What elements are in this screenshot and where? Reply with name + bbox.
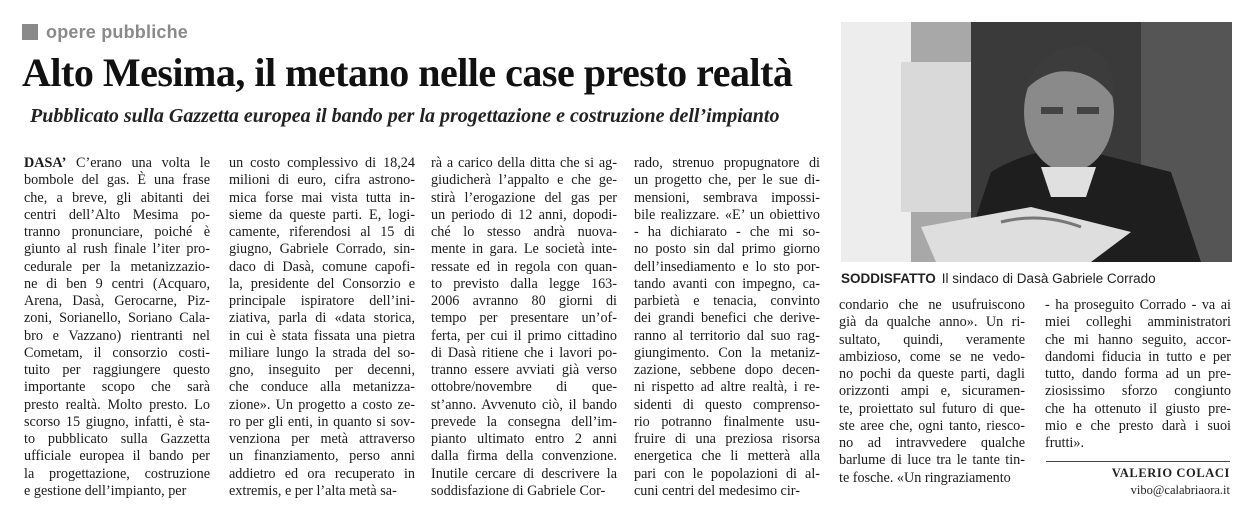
article-line: zazione, sebbene dopo decen- — [634, 362, 820, 378]
article-line: ressate ed in regola con quan- — [431, 258, 617, 275]
article-line: principale ispiratore dell’ini- — [229, 293, 415, 309]
article-line: mio e che presto darà i suoi — [1045, 417, 1231, 434]
article-line: tranno pronunciare, poiché è — [24, 224, 210, 240]
article-line: te fosche. «Un ringraziamento — [839, 469, 1011, 486]
article-line: Inutile cercare di descrivere la — [431, 465, 617, 482]
article-column-6 — [1045, 297, 1231, 452]
section-tag — [22, 20, 188, 44]
article-line: prevede la consegna dell’im- — [431, 413, 617, 430]
article-line: addietro ed ora recuperato in — [229, 465, 415, 482]
article-line: ché lo stesso andrà nuova- — [431, 224, 617, 240]
article-line: dell’insediamento e lo sto por- — [634, 258, 820, 275]
article-line: to previsto dalla legge 163- — [431, 275, 617, 292]
article-line: Cometam, il consorzio costi- — [24, 344, 210, 361]
article-line: soddisfazione di Gabriele Cor- — [431, 482, 606, 499]
article-line: sultato, quindi, veramente — [839, 331, 1025, 348]
article-line: tranno essere avviati già verso — [431, 362, 617, 378]
article-line: no posto sin dal primo giorno — [634, 241, 820, 258]
article-line: Arena, Dasà, Gerocarne, Piz- — [24, 293, 210, 309]
article-line: daco di Dasà, comune capofi- — [229, 258, 415, 275]
article-line: ne di ben 9 centri (Acquaro, — [24, 275, 210, 292]
article-line: di Dasà ritiene che i lavori po- — [431, 344, 617, 361]
article-line: che ha ottenuto il giusto pre- — [1045, 400, 1231, 417]
subheadline: Pubblicato sulla Gazzetta europea il bando per la progettazione e costruzione dell’impianto — [30, 105, 780, 127]
article-line: zione». Un progetto a costo ze- — [229, 396, 415, 413]
article-line: to pubblicato sulla Gazzetta — [24, 431, 210, 447]
article-line: pianto ultimato entro 2 anni — [431, 431, 617, 447]
article-line: ranno al territorio dal suo rag- — [634, 327, 820, 344]
article-line: gno, inseguito per decenni, — [229, 362, 415, 378]
article-column-5 — [839, 297, 1025, 487]
article-line: energetica che li metterà alla — [634, 448, 820, 465]
article-line: tutto, dando forma ad un pre- — [1045, 366, 1231, 382]
article-line: giudicherà l’appalto e che ge- — [431, 172, 617, 189]
article-line: che mi hanno seguito, accor- — [1045, 331, 1231, 348]
article-line: dandomi fiducia in tutto e per — [1045, 348, 1231, 365]
section-label: opere pubbliche — [46, 21, 189, 42]
article-line: centri dell’Alto Mesima po- — [24, 206, 210, 223]
article-line: - ha proseguito Corrado - va ai — [1045, 297, 1231, 313]
article-column-3 — [431, 155, 617, 500]
article-line: già da qualche anno». Un ri- — [839, 314, 1025, 331]
article-line: parbietà e tenacia, convinto — [634, 293, 820, 309]
article-line-text: C’erano una volta le — [66, 155, 210, 171]
article-line: cuni centri del medesimo cir- — [634, 482, 800, 499]
caption-lead: SODDISFATTO — [841, 271, 936, 286]
article-line: barlume di luce tra le tante tin- — [839, 452, 1025, 469]
article-line: presto realtà. Molto presto. Lo — [24, 396, 210, 413]
article-line: ambizioso, come se ne vedo- — [839, 348, 1025, 365]
photo-caption — [841, 270, 1232, 288]
article-line: ro per gli enti, in quanto si sov- — [229, 413, 415, 430]
article-line: scorso 15 giugno, infatti, è sta- — [24, 413, 210, 430]
article-line: rado, strenuo propugnatore di — [634, 155, 820, 171]
article-line: giungimento. Con la metaniz- — [634, 344, 820, 361]
article-line: ufficiale europea il bando per — [24, 448, 210, 465]
article-line: un costo complessivo di 18,24 — [229, 155, 415, 171]
article-line: bro e Vazzano) rientranti nel — [24, 327, 210, 344]
article-line: tando avanti con impegno, ca- — [634, 275, 820, 292]
article-line: fruire di una preziosa risorsa — [634, 431, 820, 447]
article-line: che conduce alla metanizza- — [229, 379, 415, 396]
article-line: importante scopo che sarà — [24, 379, 210, 396]
article-line: mente in gara. Le società inte- — [431, 241, 617, 258]
article-line: un periodo di 12 anni, dopodi- — [431, 206, 617, 223]
byline-rule — [1046, 461, 1230, 462]
article-line: tempo per presentare un’of- — [431, 310, 617, 327]
article-line: venziona per metà attraverso — [229, 431, 415, 447]
article-line: ziosissimo sforzo congiunto — [1045, 383, 1231, 400]
dateline: DASA’ — [24, 155, 67, 171]
article-column-2 — [229, 155, 415, 500]
article-line: rà a carico della ditta che si ag- — [431, 155, 617, 171]
article-line: bombole del gas. È una frase — [24, 172, 210, 189]
article-line: extremis, e per l’alta metà sa- — [229, 482, 397, 499]
article-line: stirà l’erogazione del gas per — [431, 189, 617, 206]
article-line: orizzonti ampi e, sicuramen- — [839, 383, 1025, 400]
article-line: rio potranno finalmente usu- — [634, 413, 820, 430]
byline-email: vibo@calabriaora.it — [1130, 483, 1230, 497]
article-line: pari con le popolazioni di al- — [634, 465, 820, 482]
article-line: 2006 avranno 80 giorni di — [431, 293, 617, 309]
article-line: un progetto che, per le sue di- — [634, 172, 820, 189]
article-line: - ha dichiarato - che mi so- — [634, 224, 820, 240]
mayor-photo — [841, 22, 1232, 262]
article-line: st’anno. Avvenuto ciò, il bando — [431, 396, 617, 413]
article-line: ottobre/novembre di que- — [431, 379, 617, 396]
article-line: mica forse mai vista tutta in- — [229, 189, 415, 206]
article-line: un finanziamento, perso anni — [229, 448, 415, 465]
article-line: sidenti di questo comprenso- — [634, 396, 820, 413]
section-marker — [22, 24, 38, 40]
caption-text: Il sindaco di Dasà Gabriele Corrado — [941, 271, 1156, 286]
article-line: te, proiettato sul futuro di que- — [839, 400, 1025, 417]
article-line: dalla firma della convenzione. — [431, 448, 617, 465]
article-line: mensioni, sembrava impossi- — [634, 189, 820, 206]
byline-name: VALERIO COLACI — [1111, 466, 1230, 480]
article-line: che, a breve, gli abitanti dei — [24, 189, 210, 206]
headline: Alto Mesima, il metano nelle case presto realtà — [22, 50, 793, 95]
article-line: la progettazione, costruzione — [24, 465, 210, 482]
article-line: ni rispetto ad altre realtà, i re- — [634, 379, 820, 396]
article-line: dei grandi benefici che derive- — [634, 310, 820, 327]
article-line: giugno, Gabriele Corrado, sin- — [229, 241, 415, 258]
article-line: ziativa, parla di «data storica, — [229, 310, 415, 327]
article-line: miei colleghi amministratori — [1045, 314, 1231, 331]
article-line: no ad intravvedere qualche — [839, 435, 1025, 451]
article-line: condario che ne usufruiscono — [839, 297, 1025, 313]
article-line: camente, riferendosi al 15 di — [229, 224, 415, 240]
article-line: bile realizzare. «E’ un obiettivo — [634, 206, 820, 223]
article-line: miliare lungo la strada del so- — [229, 344, 415, 361]
article-line: tuito per raggiungere questo — [24, 362, 210, 378]
article-line: ste aree che, ogni tanto, riesco- — [839, 417, 1025, 434]
article-line: zoni, Sorianello, Soriano Cala- — [24, 310, 210, 327]
article-line: e gestione dell’impianto, per — [24, 482, 187, 499]
article-line: giunto al rush finale l’iter pro- — [24, 241, 210, 258]
article-line: cedurale per la metanizzazio- — [24, 258, 210, 275]
article-line: milioni di euro, cifra astrono- — [229, 172, 415, 189]
article-line — [24, 155, 210, 172]
article-line: sieme da queste parti. E, logi- — [229, 206, 415, 223]
article-column-4 — [634, 155, 820, 500]
article-line: frutti». — [1045, 435, 1085, 451]
article-line: in cui è stata fissata una pietra — [229, 327, 415, 344]
article-column-1 — [24, 155, 210, 500]
article-line: la, presidente del Consorzio e — [229, 275, 415, 292]
article-line: no pochi da queste parti, dagli — [839, 366, 1025, 382]
article-line: ferta, per cui il primo cittadino — [431, 327, 617, 344]
